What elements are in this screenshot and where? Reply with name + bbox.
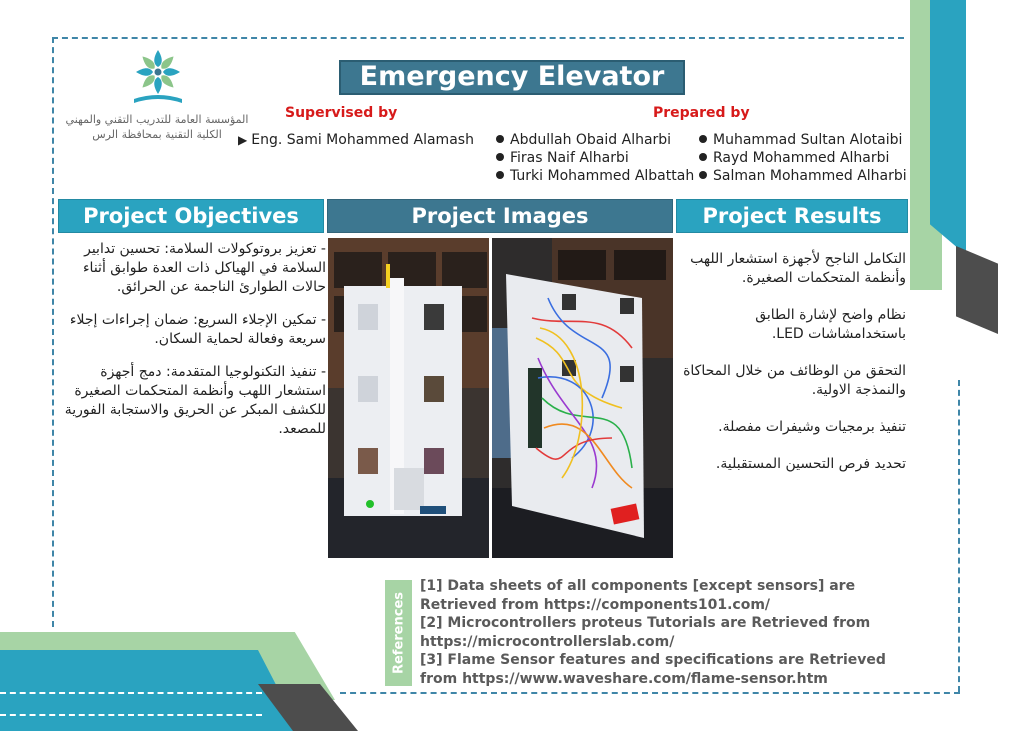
decor-right-gray-block <box>956 246 998 334</box>
member-name: Abdullah Obaid Alharbi <box>510 132 672 148</box>
results-list <box>682 250 906 492</box>
result-item: نظام واضح لإشارة الطابق باستخدامشاشات LED. <box>755 307 906 342</box>
star-flower-logo-icon <box>128 45 188 107</box>
decor-right-dash <box>989 0 991 240</box>
organization-line2: الكلية التقنية بمحافظة الرس <box>92 128 222 141</box>
images-heading: Project Images <box>327 199 673 233</box>
decor-bottom-dash <box>0 692 262 694</box>
bullet-icon <box>699 153 707 161</box>
member-entry <box>699 132 902 148</box>
organization-name <box>62 112 252 142</box>
member-entry <box>496 150 629 166</box>
bullet-icon <box>699 171 707 179</box>
objective-item: - تعزيز بروتوكولات السلامة: تحسين تدابير السلامة في الهياكل ذات العدة طوابق أثناء حالات الطوارئ الناجمة عن الحرائق. <box>82 241 326 295</box>
project-photo-wiring <box>492 238 673 558</box>
frame-top-border <box>52 37 904 39</box>
decor-bottom-teal-stripe <box>0 650 300 731</box>
references-list <box>420 577 920 688</box>
supervised-heading: Supervised by <box>285 105 398 121</box>
project-photo-front <box>328 238 489 558</box>
objective-item: - تنفيذ التكنولوجيا المتقدمة: دمج أجهزة استشعار اللهب وأنظمة المتحكمات الصغيرة للكشف المبكر عن الحريق والاستجابة الفورية للمصعد. <box>64 364 326 437</box>
member-name: Salman Mohammed Alharbi <box>713 168 907 184</box>
member-entry <box>496 168 694 184</box>
bullet-icon <box>699 135 707 143</box>
reference-item: [3] Flame Sensor features and specifications are Retrieved from https://www.waveshare.com/flame-sensor.htm <box>420 652 886 687</box>
objectives-heading: Project Objectives <box>58 199 324 233</box>
frame-bottom-border <box>340 692 960 694</box>
bullet-icon <box>496 171 504 179</box>
supervisor-entry <box>238 132 474 148</box>
result-item: التحقق من الوظائف من خلال المحاكاة والنمذجة الاولية. <box>683 363 906 398</box>
prepared-heading: Prepared by <box>653 105 750 121</box>
decor-right-teal-stripe <box>930 0 966 255</box>
result-item: تحديد فرص التحسين المستقبلية. <box>715 456 906 472</box>
frame-right-border <box>958 380 960 692</box>
member-entry <box>699 168 907 184</box>
references-label-text: References <box>391 591 406 675</box>
decor-bottom-dash <box>0 714 262 716</box>
member-name: Firas Naif Alharbi <box>510 150 629 166</box>
bullet-icon <box>496 135 504 143</box>
references-label <box>385 580 412 686</box>
objective-item: - تمكين الإجلاء السريع: ضمان إجراءات إجلاء سريعة وفعالة لحماية السكان. <box>69 312 326 347</box>
frame-left-border <box>52 37 54 627</box>
result-item: التكامل الناجح لأجهزة استشعار اللهب وأنظمة المتحكمات الصغيرة. <box>690 251 906 286</box>
project-title: Emergency Elevator <box>339 60 685 95</box>
member-name: Rayd Mohammed Alharbi <box>713 150 890 166</box>
play-arrow-icon: ▶ <box>238 133 248 147</box>
member-entry <box>496 132 671 148</box>
objectives-list <box>64 240 326 453</box>
supervisor-name: Eng. Sami Mohammed Alamash <box>251 132 474 148</box>
member-name: Turki Mohammed Albattah <box>510 168 695 184</box>
bullet-icon <box>496 153 504 161</box>
results-heading: Project Results <box>676 199 908 233</box>
reference-item: [2] Microcontrollers proteus Tutorials are Retrieved from https://microcontrollerslab.com/ <box>420 615 871 650</box>
result-item: تنفيذ برمجيات وشيفرات مفصلة. <box>718 419 906 435</box>
member-entry <box>699 150 889 166</box>
organization-line1: المؤسسة العامة للتدريب التقني والمهني <box>65 113 249 126</box>
member-name: Muhammad Sultan Alotaibi <box>713 132 903 148</box>
reference-item: [1] Data sheets of all components [except sensors] are Retrieved from https://components101.com/ <box>420 578 856 613</box>
